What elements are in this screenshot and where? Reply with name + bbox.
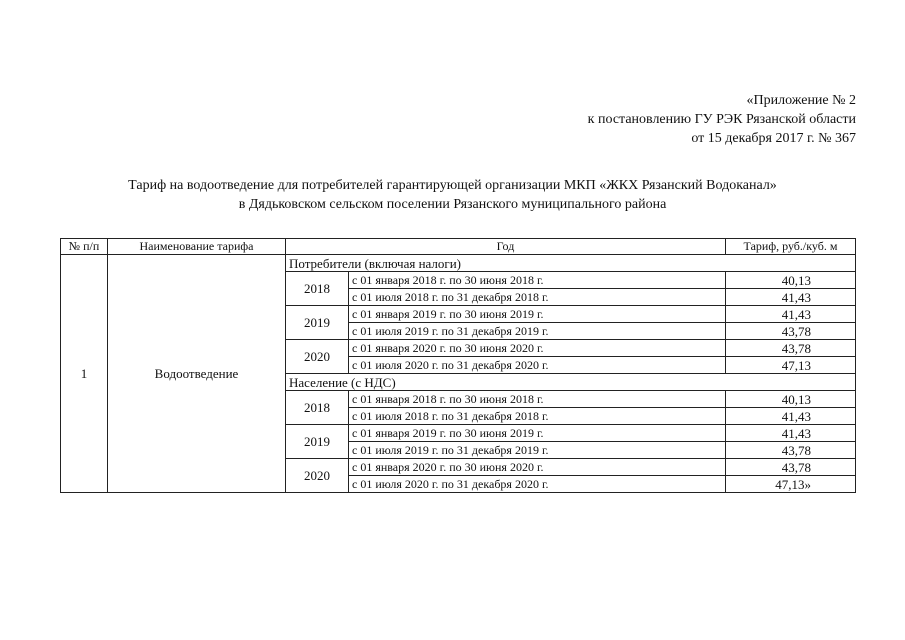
period-cell: с 01 января 2018 г. по 30 июня 2018 г. <box>349 272 726 289</box>
tariff-value: 40,13 <box>726 272 856 289</box>
tariff-value: 43,78 <box>726 442 856 459</box>
period-cell: с 01 января 2020 г. по 30 июня 2020 г. <box>349 459 726 476</box>
period-cell: с 01 июля 2019 г. по 31 декабря 2019 г. <box>349 323 726 340</box>
period-cell: с 01 января 2019 г. по 30 июня 2019 г. <box>349 306 726 323</box>
year-cell: 2019 <box>286 306 349 340</box>
year-cell: 2020 <box>286 459 349 493</box>
column-header-num: № п/п <box>61 239 108 255</box>
year-cell: 2018 <box>286 272 349 306</box>
year-cell: 2019 <box>286 425 349 459</box>
document-title <box>0 176 905 214</box>
section-row <box>61 255 856 272</box>
row-number: 1 <box>61 255 108 493</box>
tariff-value: 41,43 <box>726 306 856 323</box>
period-cell: с 01 июля 2019 г. по 31 декабря 2019 г. <box>349 442 726 459</box>
tariff-value: 41,43 <box>726 425 856 442</box>
section-label: Население (с НДС) <box>286 374 856 391</box>
tariff-value: 43,78 <box>726 340 856 357</box>
tariff-value: 43,78 <box>726 459 856 476</box>
year-cell: 2020 <box>286 340 349 374</box>
period-cell: с 01 января 2020 г. по 30 июня 2020 г. <box>349 340 726 357</box>
title-line: в Дядьковском сельском поселении Рязанского муниципального района <box>238 197 667 212</box>
tariff-value: 40,13 <box>726 391 856 408</box>
column-header-year: Год <box>286 239 726 255</box>
table-header-row <box>61 239 856 255</box>
tariff-table <box>60 238 856 493</box>
tariff-name: Водоотведение <box>108 255 286 493</box>
appendix-line: к постановлению ГУ РЭК Рязанской области <box>587 112 856 127</box>
period-cell: с 01 июля 2020 г. по 31 декабря 2020 г. <box>349 357 726 374</box>
column-header-tariff: Тариф, руб./куб. м <box>726 239 856 255</box>
column-header-name: Наименование тарифа <box>108 239 286 255</box>
appendix-header <box>588 91 856 148</box>
period-cell: с 01 июля 2020 г. по 31 декабря 2020 г. <box>349 476 726 493</box>
appendix-line: «Приложение № 2 <box>746 93 856 108</box>
title-line: Тариф на водоотведение для потребителей гарантирующей организации МКП «ЖКХ Рязанский Водоканал» <box>128 178 777 193</box>
period-cell: с 01 июля 2018 г. по 31 декабря 2018 г. <box>349 289 726 306</box>
table-body <box>61 255 856 493</box>
tariff-value: 47,13 <box>726 357 856 374</box>
tariff-value: 47,13» <box>726 476 856 493</box>
year-cell: 2018 <box>286 391 349 425</box>
tariff-value: 43,78 <box>726 323 856 340</box>
appendix-line: от 15 декабря 2017 г. № 367 <box>691 131 856 146</box>
period-cell: с 01 июля 2018 г. по 31 декабря 2018 г. <box>349 408 726 425</box>
period-cell: с 01 января 2019 г. по 30 июня 2019 г. <box>349 425 726 442</box>
tariff-value: 41,43 <box>726 289 856 306</box>
section-label: Потребители (включая налоги) <box>286 255 856 272</box>
tariff-value: 41,43 <box>726 408 856 425</box>
period-cell: с 01 января 2018 г. по 30 июня 2018 г. <box>349 391 726 408</box>
